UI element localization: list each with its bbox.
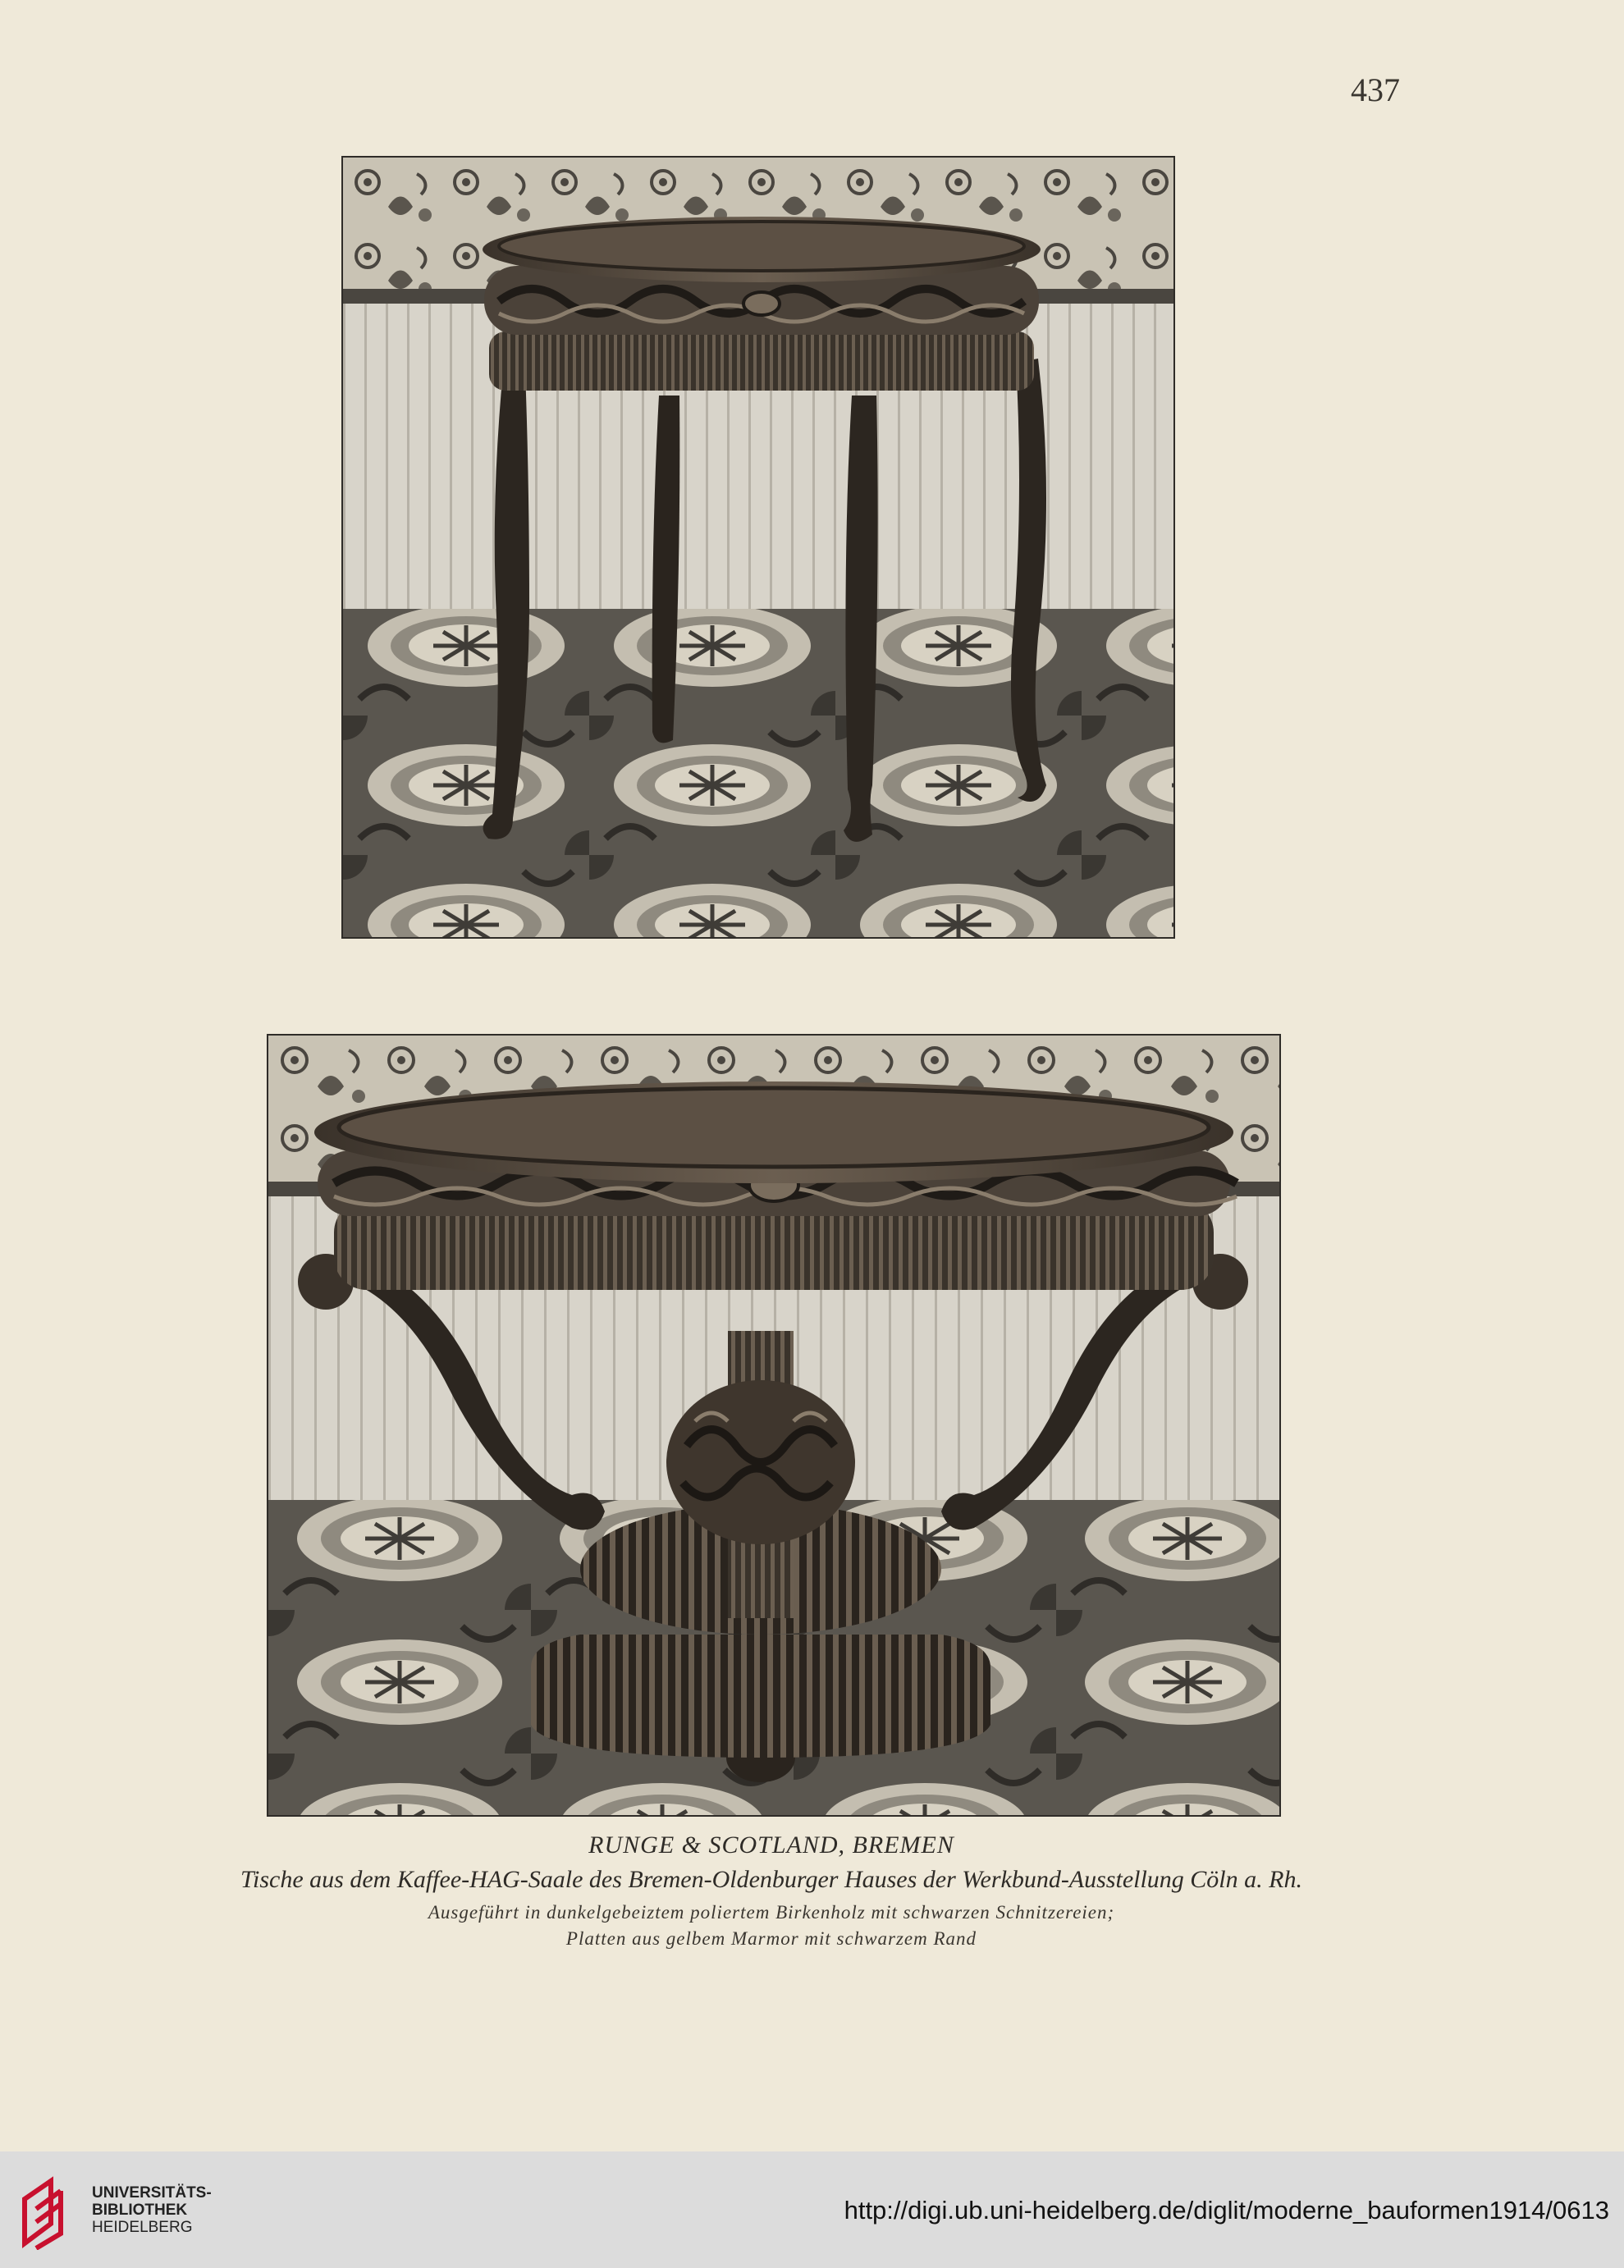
plate-caption: [148, 1831, 1395, 1955]
page-number: 437: [1351, 71, 1400, 108]
table-photo-top: [343, 158, 1173, 937]
caption-title: Tische aus dem Kaffee-HAG-Saale des Bremen-Oldenburger Hauses der Werkbund-Ausstellung Cöln a. Rh.: [240, 1866, 1302, 1893]
caption-material: Ausgeführt in dunkelgebeiztem poliertem Birkenholz mit schwarzen Schnitzereien;: [428, 1902, 1115, 1923]
photo-plate-top: [341, 156, 1175, 939]
library-line-1: UNIVERSITÄTS-: [92, 2184, 212, 2202]
photo-plate-bottom: [267, 1034, 1281, 1817]
table-photo-bottom: [268, 1036, 1279, 1815]
library-line-2: BIBLIOTHEK: [92, 2202, 188, 2219]
permalink-url[interactable]: http://digi.ub.uni-heidelberg.de/diglit/moderne_bauformen1914/0613: [844, 2196, 1609, 2225]
library-name: [92, 2184, 212, 2236]
library-line-3: HEIDELBERG: [92, 2219, 193, 2236]
caption-maker: RUNGE & SCOTLAND, BREMEN: [588, 1831, 954, 1859]
digitization-footer: [0, 2151, 1624, 2268]
caption-top-material: Platten aus gelbem Marmor mit schwarzem Rand: [565, 1928, 977, 1949]
library-logo-icon: [18, 2174, 80, 2250]
